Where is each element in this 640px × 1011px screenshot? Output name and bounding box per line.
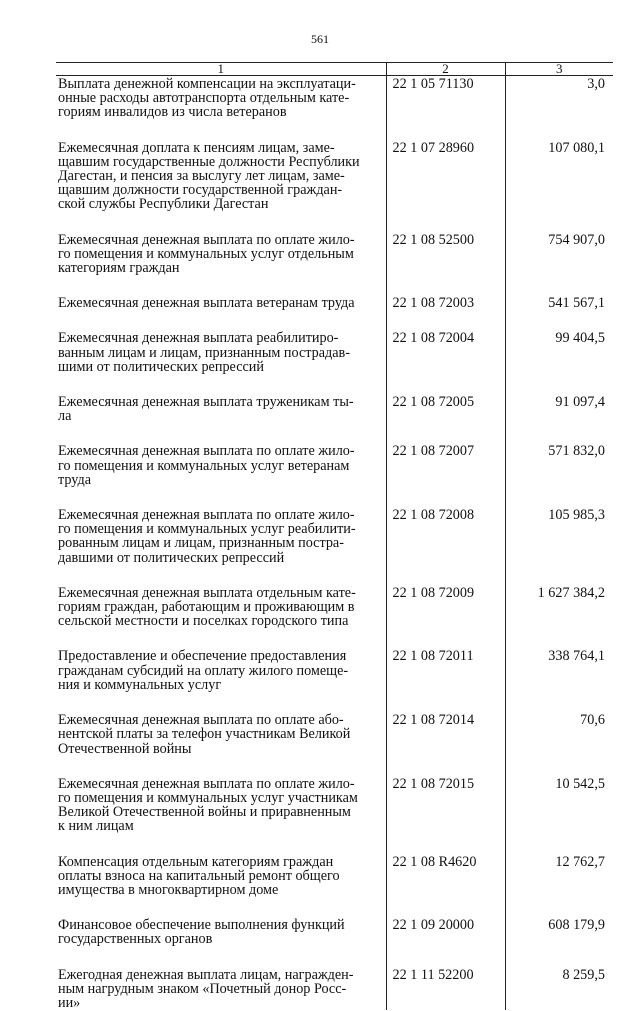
table-row <box>56 918 613 967</box>
row-amount: 608 179,9 <box>505 918 613 967</box>
row-name: Ежемесячная денежная выплата отдельным кате- гориям граждан, работающим и проживающим в сельской местности и поселках городского типа <box>58 584 356 630</box>
table-row <box>56 968 613 1011</box>
row-amount: 12 762,7 <box>505 855 613 919</box>
row-amount: 99 404,5 <box>505 331 613 395</box>
table-row <box>56 395 613 444</box>
row-code: 22 1 05 71130 <box>386 76 505 141</box>
row-code: 22 1 08 72007 <box>386 444 505 508</box>
table-row <box>56 649 613 713</box>
table-row <box>56 777 613 855</box>
row-code: 22 1 08 72011 <box>386 649 505 713</box>
row-amount: 338 764,1 <box>505 649 613 713</box>
row-code: 22 1 11 52200 <box>386 968 505 1011</box>
row-code: 22 1 07 28960 <box>386 141 505 233</box>
table-row <box>56 76 613 141</box>
column-header-2: 2 <box>386 63 505 76</box>
row-name: Ежемесячная денежная выплата труженикам ты- ла <box>58 394 354 425</box>
row-name: Ежемесячная доплата к пенсиям лицам, заме- щавшим государственные должности Республики Дагестан, и пенсия за выслугу лет лицам, заме- щавшим должности государственной граждан- ской службы Республики Дагестан <box>58 139 360 213</box>
row-code: 22 1 08 52500 <box>386 233 505 297</box>
row-name: Финансовое обеспечение выполнения функций государственных органов <box>58 917 345 948</box>
table-row <box>56 444 613 508</box>
row-name: Ежемесячная денежная выплата по оплате жило- го помещения и коммунальных услуг участникам Великой Отечественной войны и приравненным к ним лицам <box>58 775 358 835</box>
table-row <box>56 855 613 919</box>
row-code: 22 1 08 72015 <box>386 777 505 855</box>
column-header-3: 3 <box>505 63 613 76</box>
row-name: Ежемесячная денежная выплата по оплате або- нентской платы за телефон участникам Великой Отечественной войны <box>58 712 351 757</box>
row-amount: 10 542,5 <box>505 777 613 855</box>
row-code: 22 1 08 R4620 <box>386 855 505 919</box>
table-row <box>56 141 613 233</box>
row-code: 22 1 08 72004 <box>386 331 505 395</box>
row-name: Выплата денежной компенсации на эксплуатаци- онные расходы автотранспорта отдельным кате- гориям инвалидов из числа ветеранов <box>58 76 356 121</box>
column-header-1: 1 <box>56 63 386 76</box>
table-row <box>56 586 613 650</box>
table-row <box>56 233 613 297</box>
row-amount: 105 985,3 <box>505 508 613 586</box>
row-code: 22 1 08 72008 <box>386 508 505 586</box>
row-amount: 91 097,4 <box>505 395 613 444</box>
row-code: 22 1 08 72009 <box>386 586 505 650</box>
row-amount: 107 080,1 <box>505 141 613 233</box>
row-name: Ежемесячная денежная выплата по оплате жило- го помещения и коммунальных услуг ветеранам труда <box>58 443 355 488</box>
row-name: Компенсация отдельным категориям граждан оплаты взноса на капитальный ремонт общего имущества в многоквартирном доме <box>58 853 340 898</box>
table-row <box>56 713 613 777</box>
row-amount: 3,0 <box>505 76 613 141</box>
table-body <box>56 76 613 1011</box>
row-code: 22 1 08 72003 <box>386 296 505 331</box>
row-amount: 70,6 <box>505 713 613 777</box>
row-code: 22 1 09 20000 <box>386 918 505 967</box>
page-number: 561 <box>311 32 329 46</box>
row-amount: 571 832,0 <box>505 444 613 508</box>
row-amount: 8 259,5 <box>505 968 613 1011</box>
row-code: 22 1 08 72014 <box>386 713 505 777</box>
row-name: Ежемесячная денежная выплата по оплате жило- го помещения и коммунальных услуг реабилити- рованным лицам и лицам, признанным постра- давшими от политических репрессий <box>58 507 356 566</box>
row-name: Ежемесячная денежная выплата ветеранам труда <box>58 295 355 312</box>
table-row <box>56 331 613 395</box>
table-row <box>56 508 613 586</box>
table-row <box>56 296 613 331</box>
budget-table <box>56 62 613 1010</box>
row-name: Ежемесячная денежная выплата по оплате жило- го помещения и коммунальных услуг отдельным категориям граждан <box>58 231 355 277</box>
row-amount: 1 627 384,2 <box>505 586 613 650</box>
row-name: Ежемесячная денежная выплата реабилитиро- ванным лицам и лицам, признанным пострадав- шими от политических репрессий <box>58 330 350 375</box>
row-amount: 541 567,1 <box>505 296 613 331</box>
row-amount: 754 907,0 <box>505 233 613 297</box>
table-header <box>56 63 613 76</box>
row-name: Ежегодная денежная выплата лицам, награжден- ным нагрудным знаком «Почетный донор Росс- ии» <box>58 966 354 1011</box>
row-name: Предоставление и обеспечение предоставления гражданам субсидий на оплату жилого помеще- ния и коммунальных услуг <box>58 648 349 693</box>
row-code: 22 1 08 72005 <box>386 395 505 444</box>
